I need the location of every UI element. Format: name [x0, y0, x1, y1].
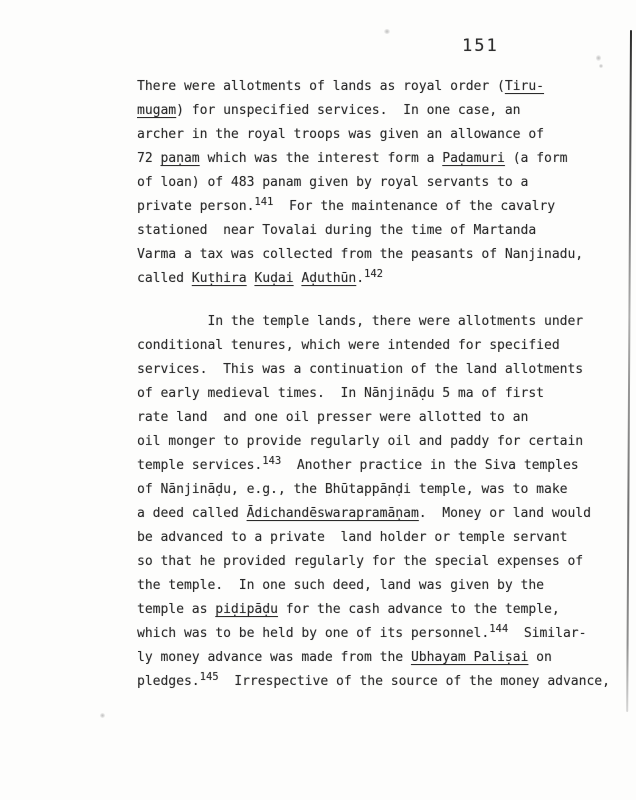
- text-line: [137, 502, 617, 526]
- text-segment: a deed called: [137, 506, 247, 521]
- underlined-term: Kuṭhira: [191, 271, 247, 286]
- text-segment: rate land and one oil presser were allotted to an: [137, 410, 529, 425]
- page-number: 151: [462, 36, 499, 56]
- text-line: [137, 622, 617, 646]
- text-segment: .: [356, 271, 365, 286]
- text-segment: ly money advance was made from the: [137, 650, 411, 665]
- scan-speck: [384, 29, 390, 34]
- underlined-term: Kuḍai: [254, 271, 294, 286]
- text-segment: for the cash advance to the temple,: [277, 602, 560, 617]
- text-segment: There were allotments of lands as royal order (: [137, 79, 505, 94]
- text-line: [137, 147, 617, 171]
- text-line: [137, 219, 617, 243]
- underlined-term: Tiru-: [504, 79, 544, 94]
- text-line: [137, 243, 617, 267]
- text-line: [137, 358, 617, 382]
- text-line: [137, 267, 617, 291]
- text-line: [137, 454, 617, 478]
- text-segment: Similar-: [508, 626, 587, 641]
- underlined-term: mugam: [137, 103, 177, 118]
- text-segment: be advanced to a private land holder or temple servant: [137, 530, 568, 545]
- text-segment: (a form: [504, 151, 568, 166]
- underlined-term: Aḍuthūn: [301, 271, 357, 286]
- text-line: [137, 526, 617, 550]
- text-line: [137, 574, 617, 598]
- text-line: [137, 382, 617, 406]
- text-line: [137, 123, 617, 147]
- text-line: [137, 75, 617, 99]
- text-segment: which was to be held by one of its personnel.: [137, 626, 490, 641]
- footnote-ref: 144: [489, 623, 509, 635]
- underlined-term: Paḍamuri: [442, 151, 505, 166]
- text-segment: of Nānjināḍu, e.g., the Bhūtappānḍi temple, was to make: [137, 482, 568, 497]
- text-segment: on: [528, 650, 552, 665]
- text-segment: . Money or land would: [418, 506, 591, 521]
- text-segment: services. This was a continuation of the land allotments: [137, 362, 584, 377]
- footnote-ref: 141: [254, 196, 274, 208]
- scan-speck: [100, 713, 105, 718]
- text-segment: Varma a tax was collected from the peasants of Nanjinadu,: [137, 247, 584, 262]
- text-segment: For the maintenance of the cavalry: [273, 199, 556, 214]
- scan-speck: [596, 55, 601, 61]
- text-segment: conditional tenures, which were intended for specified: [137, 338, 560, 353]
- underlined-term: piḍipāḍu: [215, 602, 278, 617]
- text-segment: called: [137, 271, 192, 286]
- text-line: [137, 99, 617, 123]
- text-line: [137, 406, 617, 430]
- text-segment: so that he provided regularly for the special expenses of: [137, 554, 584, 569]
- text-segment: temple as: [137, 602, 216, 617]
- text-segment: In the temple lands, there were allotments under: [137, 314, 584, 329]
- text-line: [137, 171, 617, 195]
- text-segment: Irrespective of the source of the money advance,: [218, 674, 610, 689]
- text-segment: 72: [137, 151, 161, 166]
- text-segment: archer in the royal troops was given an allowance of: [137, 127, 544, 142]
- text-line: [137, 334, 617, 358]
- text-line: [137, 646, 617, 670]
- text-segment: Another practice in the Siva temples: [281, 458, 579, 473]
- text-segment: the temple. In one such deed, land was given by the: [137, 578, 544, 593]
- text-segment: of loan) of 483 panam given by royal servants to a: [137, 175, 529, 190]
- text-line: [137, 670, 617, 694]
- text-segment: which was the interest form a: [199, 151, 443, 166]
- text-segment: oil monger to provide regularly oil and paddy for certain: [137, 434, 584, 449]
- text-line: [137, 195, 617, 219]
- scan-edge-line: [626, 30, 631, 712]
- text-segment: stationed near Tovalai during the time of Martanda: [137, 223, 537, 238]
- text-line: [137, 310, 617, 334]
- scan-speck: [599, 64, 603, 68]
- text-block: [137, 75, 617, 694]
- text-segment: of early medieval times. In Nānjināḍu 5 ma of first: [137, 386, 544, 401]
- underlined-term: Ubhayam Paliṣai: [410, 650, 529, 665]
- text-segment: pledges.: [137, 674, 200, 689]
- text-line: [137, 430, 617, 454]
- text-segment: private person.: [137, 199, 255, 214]
- footnote-ref: 142: [364, 268, 383, 280]
- text-line: [137, 550, 617, 574]
- footnote-ref: 145: [199, 671, 219, 683]
- text-segment: temple services.: [137, 458, 263, 473]
- underlined-term: paṇam: [160, 151, 200, 166]
- text-line: [137, 478, 617, 502]
- text-line: [137, 598, 617, 622]
- text-segment: ) for unspecified services. In one case, an: [176, 103, 521, 118]
- footnote-ref: 143: [262, 455, 282, 467]
- underlined-term: Ādichandēswarapramāṇam: [246, 506, 419, 521]
